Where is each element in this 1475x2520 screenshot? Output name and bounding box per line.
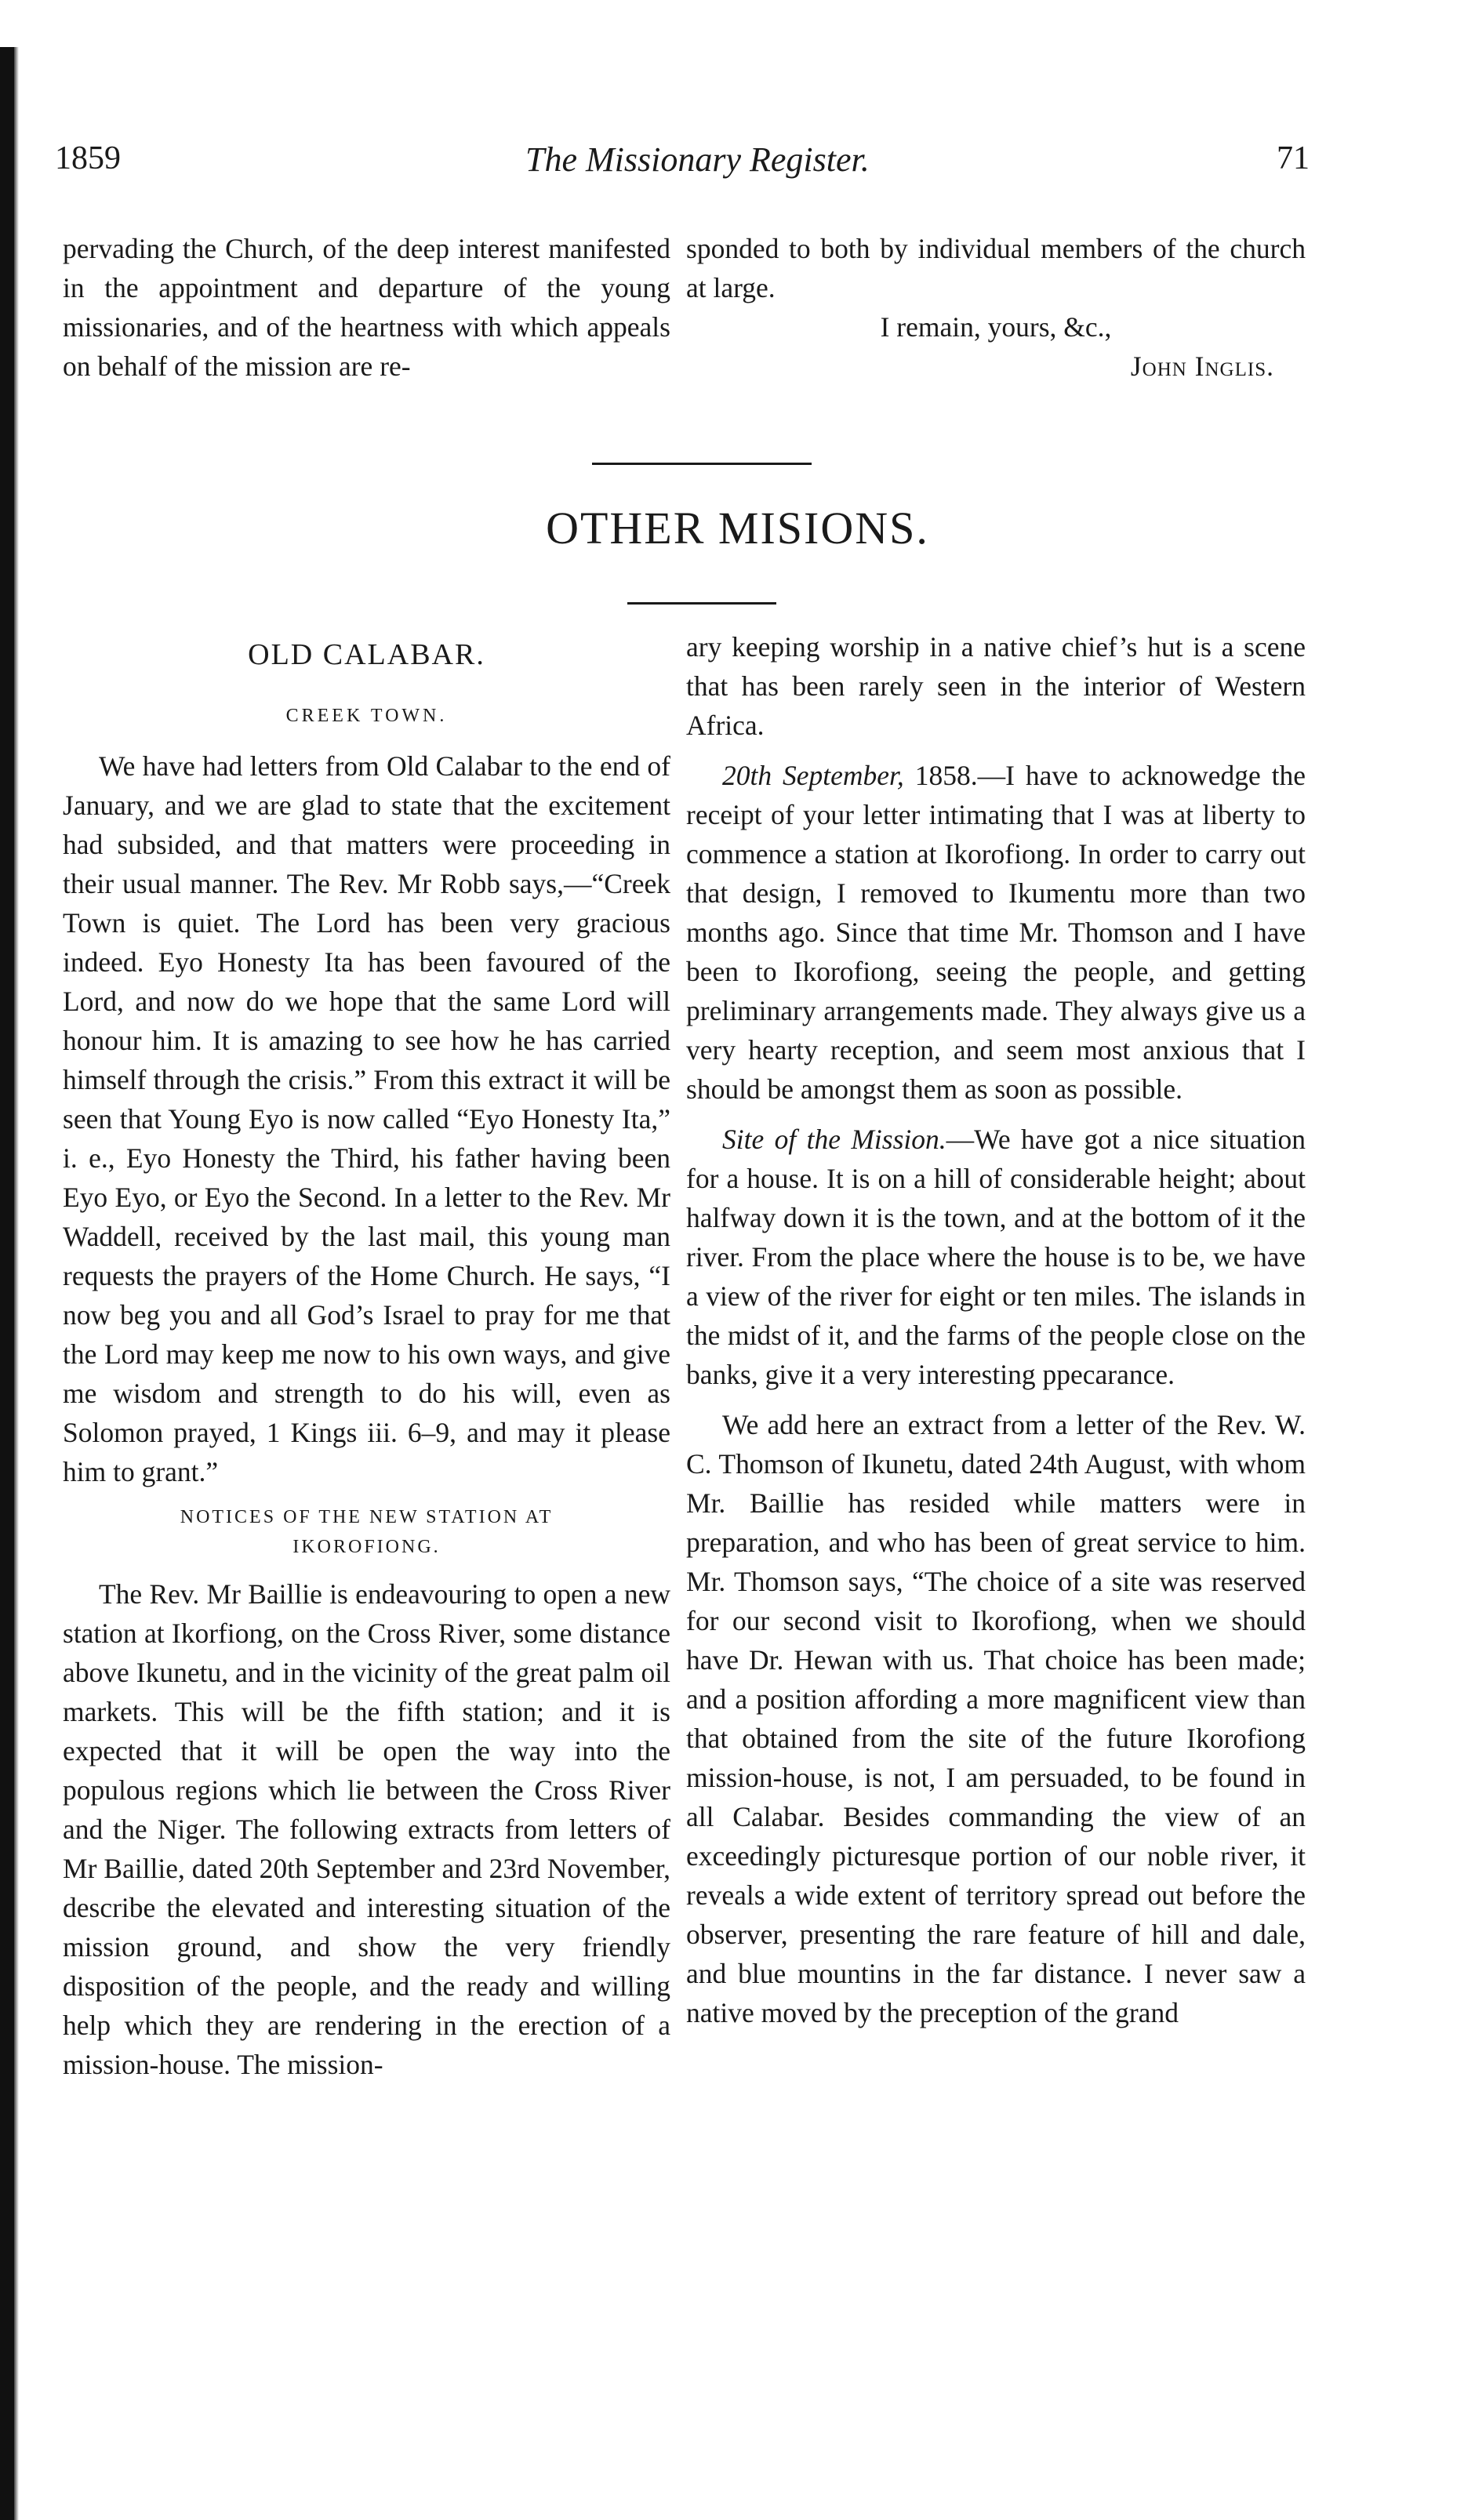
article-subheading: CREEK TOWN.: [285, 706, 448, 726]
september-letter-text: 1858.—I have to acknowedge the receipt of your letter intimating that I was at liberty to commence a station at Ikorofiong. In order to carry out that design, I removed to Ikumentu more than two months ago. Since that time Mr. Thomson and I have been to Ikorofiong, seeing the people, and getting preliminary arrangements made. They always give us a very hearty reception, and seem most anxious that I should be amongst them as soon as possible.: [686, 760, 1306, 1105]
binding-edge-shadow: [0, 47, 14, 2520]
article-heading: OLD CALABAR.: [248, 638, 485, 671]
letter-signoff: I remain, yours, &c.,: [880, 311, 1112, 343]
notice-heading: [63, 1502, 670, 1562]
september-letter-date: 20th September,: [722, 760, 904, 791]
site-of-mission-lead: Site of the Mission.: [722, 1124, 946, 1155]
intro-right-column: [686, 229, 1306, 386]
article-left-column: [63, 627, 670, 2084]
header-journal-title: The Missionary Register.: [525, 140, 870, 179]
thomson-extract-paragraph: We add here an extract from a letter of the Rev. W. C. Thomson of Ikunetu, dated 24th August, with whom Mr. Baillie has resided while matters were in preparation, and who has been of great service to him. Mr. Thomson says, “The choice of a site was reserved for our second visit to Ikorofiong, when we should have Dr. Hewan with us. That choice has been made; and a position affording a more magnificent view than that obtained from the site of the future Ikorofiong mission-house, is not, I am persuaded, to be found in all Calabar. Besides commanding the view of an exceedingly picturesque portion of our noble river, it reveals a wide extent of territory spread out before the observer, presenting the rare feature of hill and dale, and blue mountins in the far distance. I never saw a native moved by the preception of the grand: [686, 1409, 1306, 2028]
site-of-mission-text: —We have got a nice situation for a house. It is on a hill of considerable height; about halfway down it is the town, and at the bottom of it the river. From the place where the house is to be, we have a view of the river for eight or ten miles. The islands in the midst of it, and the farms of the people close on the banks, give it a very interesting ppecarance.: [686, 1124, 1306, 1390]
intro-right-text: sponded to both by individual members of the church at large.: [686, 233, 1306, 303]
site-of-mission-paragraph: [686, 1120, 1306, 1394]
creek-town-paragraph: We have had letters from Old Calabar to the end of January, and we are glad to state that the excitement had subsided, and that matters were proceeding in their usual manner. The Rev. Mr Robb says,—“Creek Town is quiet. The Lord has been very gracious indeed. Eyo Honesty Ita has been favoured of the Lord, and now do we hope that the same Lord will honour him. It is amazing to see how he has carried himself through the crisis.” From this extract it will be seen that Young Eyo is now called “Eyo Honesty Ita,” i. e., Eyo Honesty the Third, his father having been Eyo Eyo, or Eyo the Second. In a letter to the Rev. Mr Waddell, received by the last mail, this young man requests the prayers of the Home Church. He says, “I now beg you and all God’s Israel to pray for me that the Lord may keep me now to his own ways, and give me wisdom and strength to do his will, even as Solomon prayed, 1 Kings iii. 6–9, and may it please him to grant.”: [63, 750, 670, 1487]
ikorofiong-paragraph: The Rev. Mr Baillie is endeavouring to open a new station at Ikorfiong, on the Cross River, some distance above Ikunetu, and in the vicinity of the great palm oil markets. This will be the fifth station; and it is expected that it will be open the way into the populous regions which lie between the Cross River and the Niger. The following extracts from letters of Mr Baillie, dated 20th September and 23rd November, describe the elevated and interesting situation of the mission ground, and show the very friendly disposition of the people, and the ready and willing help which they are rendering in the erection of a mission-house. The mission-: [63, 1578, 670, 2080]
running-header: [55, 140, 1310, 187]
header-year: 1859: [55, 140, 121, 176]
section-divider-bottom: [627, 602, 776, 605]
letter-signature: John Inglis.: [1130, 350, 1274, 382]
intro-left-text: pervading the Church, of the deep interest manifested in the appointment and departure of the young missionaries, and of the heartness with which appeals on behalf of the mission are re-: [63, 233, 670, 382]
notice-heading-line1: NOTICES OF THE NEW STATION AT: [180, 1507, 554, 1527]
notice-heading-line2: IKOROFIONG.: [292, 1537, 441, 1557]
header-page-number: 71: [1277, 140, 1310, 176]
article-right-column: [686, 627, 1306, 2032]
section-divider-top: [592, 463, 812, 465]
section-title: OTHER MISIONS.: [546, 503, 929, 554]
binding-gradient: [14, 47, 19, 2520]
continuation-paragraph: ary keeping worship in a native chief’s hut is a scene that has been rarely seen in the interior of Western Africa.: [686, 631, 1306, 741]
intro-left-column: [63, 229, 670, 386]
september-letter-paragraph: [686, 756, 1306, 1109]
